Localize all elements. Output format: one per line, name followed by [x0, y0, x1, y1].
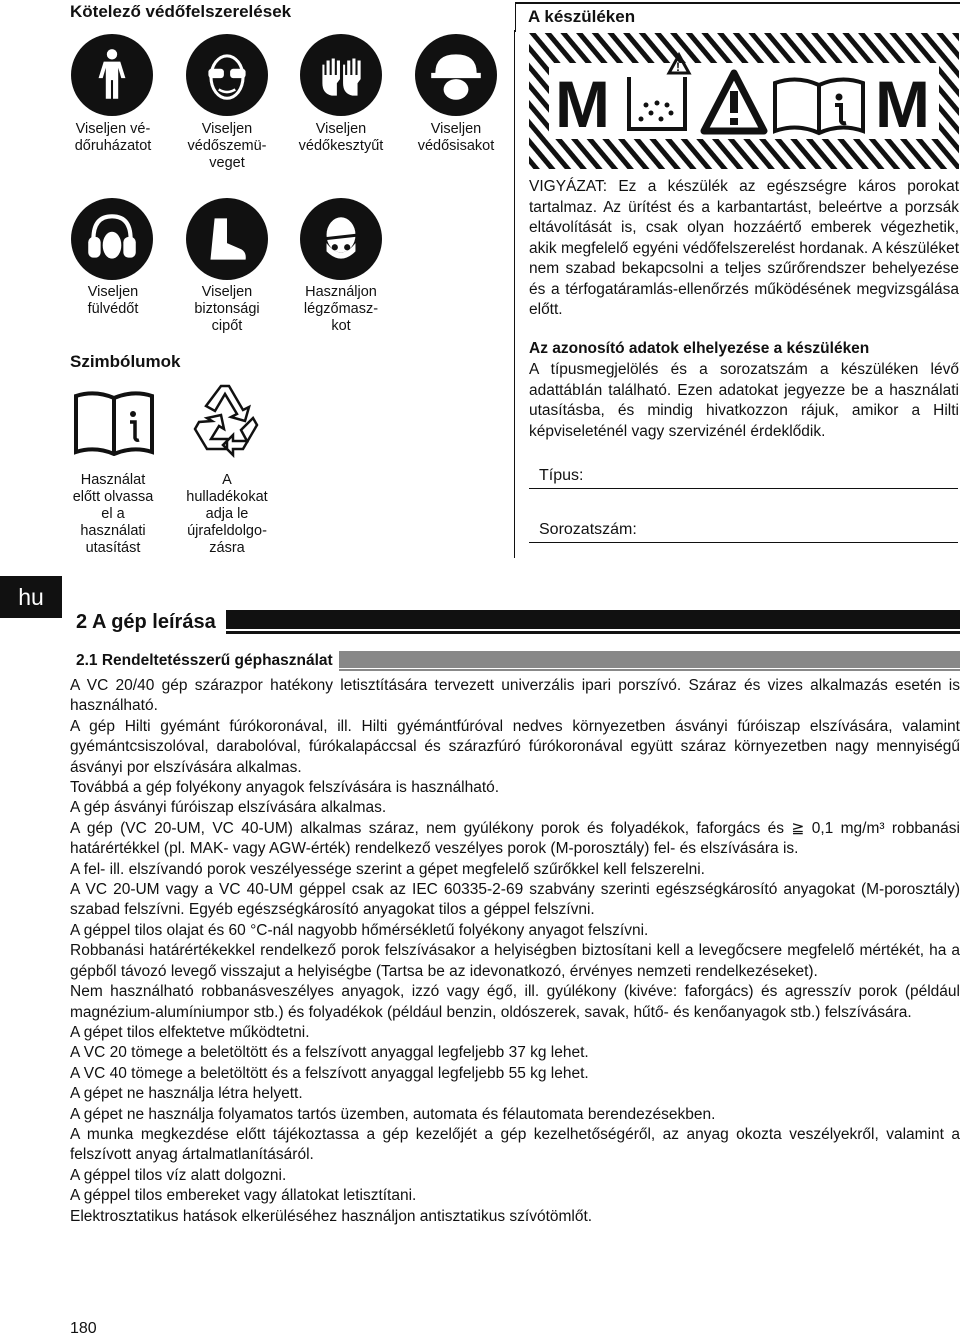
device-label-panel: [529, 33, 959, 169]
section-heading-bar: [70, 610, 960, 634]
section-title: 2 A gép leírása: [70, 609, 226, 635]
paragraph: A gép Hilti gyémánt fúrókoronával, ill. Hilti gyémántfúróval nedves környezetben ásványi fúróiszap elszívására, valamint gyémántcsiszolóval, darabolóval, fúrókalapáccsal és szárazfúró fúrókoronával együtt száraz környezetben nagy mennyiségű ásványi por elszívására alkalmas.: [70, 717, 960, 776]
symbol-caption-recycle: A hulladékokat adja le újrafeldolgo- zásra: [186, 472, 268, 556]
paragraph: A VC 20/40 gép szárazpor hatékony letisztítására tervezett univerzális ipari porszívó. Száraz és vizes alkalmazás esetén is használható.: [70, 677, 960, 715]
paragraph: A géppel tilos olajat és 60 °C-nál nagyobb hőmérsékletű folyékony anyagot felszívni.: [70, 921, 649, 939]
symbols-title: Szimbólumok: [70, 352, 181, 371]
ear-protection-icon: [71, 198, 153, 280]
ppe-caption-clothing: Viseljen vé- dőruházatot: [74, 121, 152, 154]
safety-goggles-icon: [186, 34, 268, 116]
paragraph: A fel- ill. elszívandó porok veszélyessége szerint a gépet megfelelő szűrőkkel kell felszerelni.: [70, 860, 705, 878]
mandatory-ppe-title: Kötelező védőfelszerelések: [70, 2, 292, 21]
paragraph: A gép (VC 20-UM, VC 40-UM) alkalmas száraz, nem gyúlékony porok és folyadékok, faforgács és ≧ 0,1 mg/m³ robbanási határértékkel (pl. MAK- vagy AGW-érték) rendelkező veszélyes porok (M-porosztály) fel- és elszívására is.: [70, 819, 960, 858]
svg-text:!: !: [676, 60, 680, 74]
paragraph: A géppel tilos embereket vagy állatokat letisztítani.: [70, 1187, 417, 1205]
breathing-mask-icon: [300, 198, 382, 280]
subsection-heading-bar: [70, 651, 960, 671]
paragraph: Nem használható robbanásveszélyes anyagok, izzó vagy égő, ill. gyúlékony (kivéve: faforgács) és agresszív porok (például magnézium-alumíniumpor stb.) és folyadékok (például benzin, oldószerek, savak, hűtő- és kenőanyagok stb.) felszívására.: [70, 983, 960, 1021]
ppe-caption-ear: Viseljen fülvédőt: [87, 284, 139, 317]
column-divider: [514, 30, 515, 558]
on-device-title: A készüléken: [515, 2, 960, 32]
warning-text: VIGYÁZAT: Ez a készülék az egészségre káros porokat tartalmaz. Az ürítést és a karbantartást, beleértve a porzsák eltávolítását is, csak olyan hozzáértő emberek végezhetik, akik megfelelő egyéni védőfelszerelést hordanak. A készüléket nem szabad bekapcsolni a teljes szűrőrendszer behelyezése és a térfogatáramlás-ellenőrzés működésének megvizsgálása előtt.: [529, 178, 959, 318]
label-left-letter: M: [555, 67, 610, 141]
paragraph: A géppel tilos víz alatt dolgozni.: [70, 1166, 287, 1184]
paragraph: A munka megkezdése előtt tájékoztassa a gép kezelőjét a gép kezelhetőségéről, az anyag okozta veszélyekről, valamint a felszívott anyag ártalmatlanításáról.: [70, 1125, 960, 1164]
recycle-icon: [191, 380, 267, 458]
paragraph: Robbanási határértékekkel rendelkező porok felszívásakor a helyiségben biztosítani kell a levegőcsere megfelelő mértékét, ha a gépből távozó levegő visszajut a helyiségbe (Tartsa be az idevonatkozó, érvényes nemzeti rendelkezéseket).: [70, 942, 960, 980]
hard-hat-icon: [415, 34, 497, 116]
type-field[interactable]: [529, 467, 958, 489]
symbol-caption-manual: Használat előtt olvassa el a használati utasítást: [72, 472, 154, 556]
paragraph: A gépet ne használja létra helyett.: [70, 1085, 303, 1103]
identification-title: Az azonosító adatok elhelyezése a készüléken: [529, 340, 870, 357]
page-number: 180: [70, 1320, 97, 1337]
paragraph: A VC 20-UM vagy a VC 40-UM géppel csak az IEC 60335-2-69 szabvány szerinti egészségkárosító anyagokat (M-porosztály) szabad felszívni. Egyéb egészségkárosító anyagokat tilos a géppel felszívni.: [70, 881, 960, 919]
safety-shoes-icon: [186, 198, 268, 280]
paragraph: A VC 20 tömege a beletöltött és a felszívott anyaggal legfeljebb 37 kg lehet.: [70, 1044, 589, 1062]
ppe-caption-shoes: Viseljen biztonsági cipőt: [194, 284, 260, 334]
paragraph: A gépet ne használja folyamatos tartós üzemben, automata és félautomata berendezésekben.: [70, 1105, 716, 1123]
ppe-caption-goggles: Viseljen védőszemü- veget: [187, 121, 267, 171]
paragraph: A gép ásványi fúróiszap elszívására alkalmas.: [70, 799, 387, 817]
ppe-caption-gloves: Viseljen védőkesztyűt: [298, 121, 384, 154]
paragraph: A VC 40 tömege a beletöltött és a felszívott anyaggal legfeljebb 55 kg lehet.: [70, 1064, 589, 1082]
type-label: Típus:: [539, 467, 584, 484]
body-text: [70, 676, 960, 1227]
identification-text: A típusmegjelölés és a sorozatszám a készüléken lévő adattábIán található. Ezen adatokat jegyezze be a használati utasításba, és mindig hivatkozzon rájuk, amikor a Hilti képviseleténél vagy szervizénél érdeklődik.: [529, 361, 959, 440]
ppe-caption-mask: Használjon légzőmasz- kot: [303, 284, 379, 334]
paragraph: A gépet tilos elfektetve működtetni.: [70, 1023, 310, 1041]
paragraph: Továbbá a gép folyékony anyagok felszívására is használható.: [70, 779, 500, 797]
subsection-title: 2.1 Rendeltetésszerű géphasználat: [70, 651, 339, 671]
label-right-letter: M: [875, 67, 930, 141]
ppe-caption-hard-hat: Viseljen védősisakot: [417, 121, 495, 154]
read-manual-icon: [73, 390, 155, 456]
protective-gloves-icon: [300, 34, 382, 116]
paragraph: Elektrosztatikus hatások elkerüléséhez használjon antisztatikus szívótömlőt.: [70, 1207, 593, 1225]
protective-clothing-icon: [71, 34, 153, 116]
language-tab: hu: [0, 576, 62, 618]
serial-number-field[interactable]: [529, 521, 958, 543]
serial-number-label: Sorozatszám:: [539, 521, 637, 538]
